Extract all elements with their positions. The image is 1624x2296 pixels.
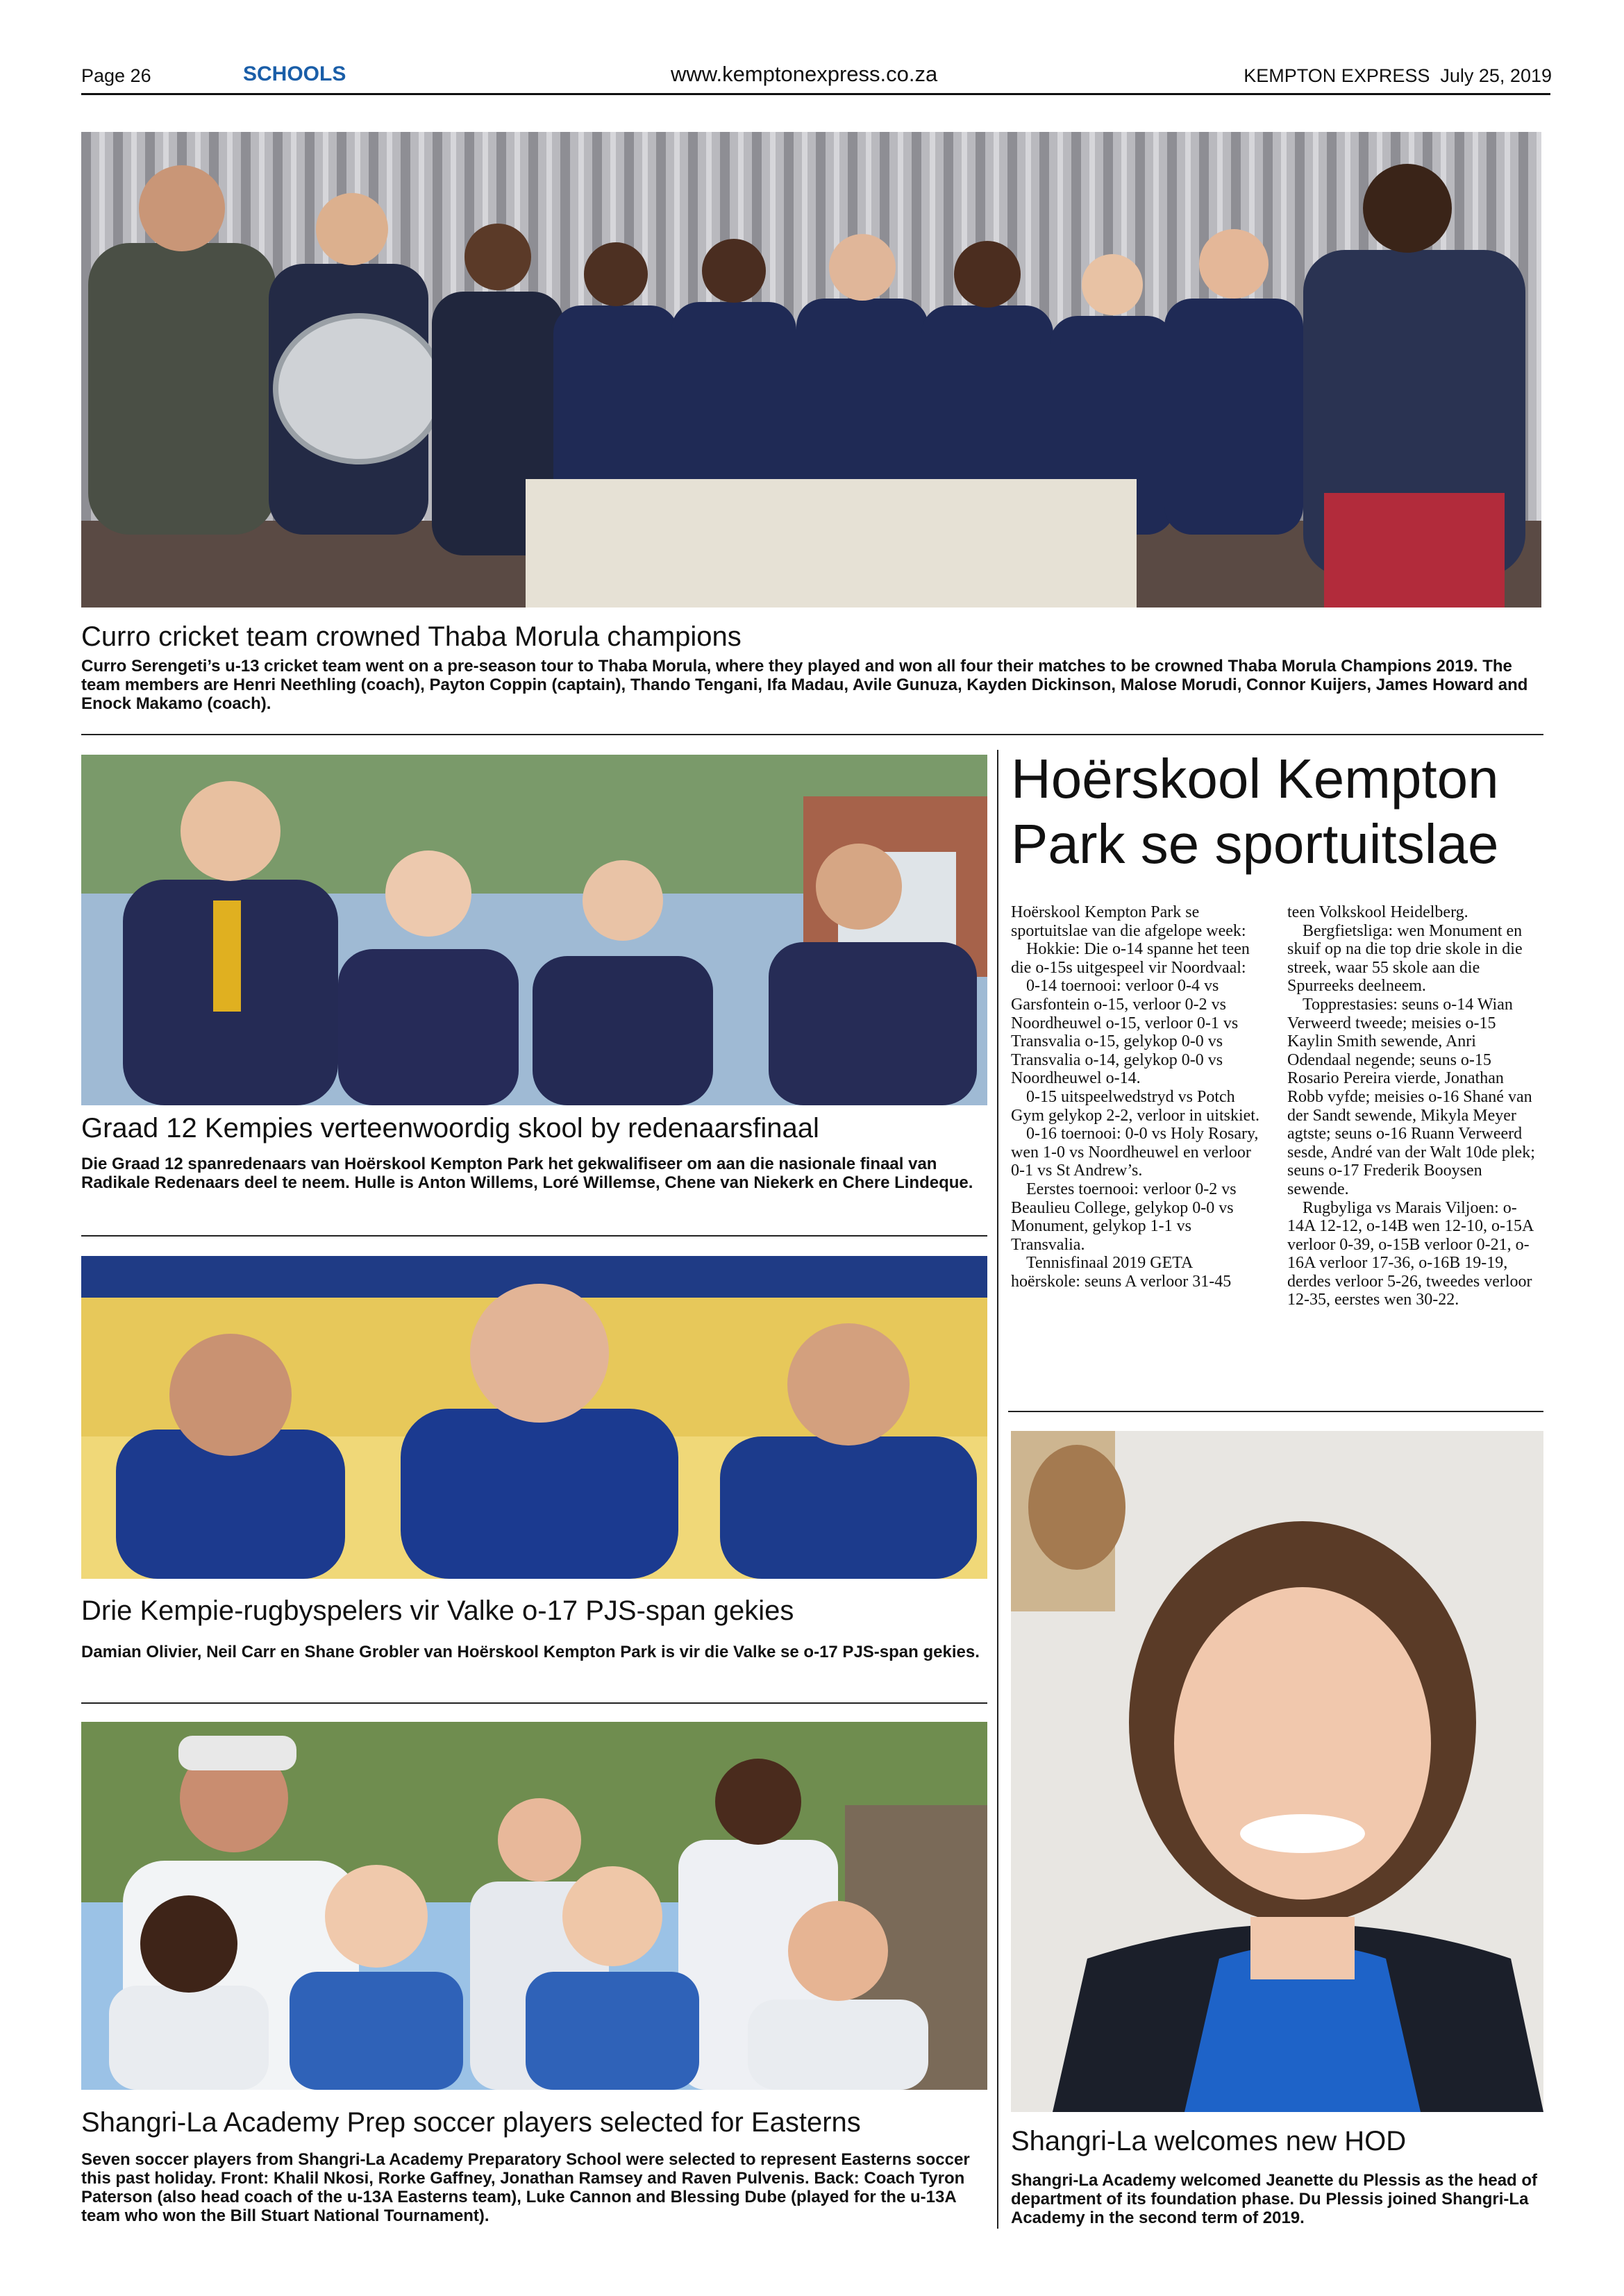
- debaters-photo: [81, 755, 987, 1105]
- section-divider: [81, 734, 1543, 735]
- cricket-caption-title: Curro cricket team crowned Thaba Morula champions: [81, 621, 742, 652]
- section-name: SCHOOLS: [243, 62, 346, 85]
- masthead-date: [1244, 65, 1552, 87]
- debaters-caption-title: Graad 12 Kempies verteenwoordig skool by redenaarsfinaal: [81, 1113, 819, 1143]
- section-divider: [81, 1235, 987, 1237]
- rugby-players-photo: [81, 1256, 987, 1579]
- sport-article-column-2: [1287, 903, 1537, 1309]
- soccer-caption-body: Seven soccer players from Shangri-La Academy Preparatory School were selected to represent Easterns soccer this past holiday. Front: Khalil Nkosi, Rorke Gaffney, Jonathan Ramsey and Raven Pulvenis. Back: Coach Tyron Paterson (also head coach of the u-13A Easterns team), Luke Cannon and Blessing Dube (played for the u-13A team who won the Bill Stuart National Tournament).: [81, 2150, 970, 2225]
- article-paragraph: teen Volkskool Heidelberg.: [1287, 903, 1468, 921]
- section-divider: [1008, 1411, 1543, 1412]
- header-rule: [81, 93, 1550, 95]
- rugby-caption-title: Drie Kempie-rugbyspelers vir Valke o-17 PJS-span gekies: [81, 1595, 794, 1626]
- article-paragraph: Eerstes toernooi: verloor 0-2 vs Beaulieu College, gelykop 0-0 vs Monument, gelykop 1-1 vs Transvalia.: [1011, 1180, 1237, 1254]
- debaters-caption-body: Die Graad 12 spanredenaars van Hoërskool Kempton Park het gekwalifiseer om aan die nasionale finaal van Radikale Redenaars deel te neem. Hulle is Anton Willems, Loré Willemse, Chene van Niekerk en Chere Lindeque.: [81, 1155, 973, 1192]
- hod-portrait-photo: [1011, 1431, 1543, 2112]
- cricket-team-photo: [81, 132, 1541, 607]
- rugby-caption-body: Damian Olivier, Neil Carr en Shane Grobler van Hoërskool Kempton Park is vir die Valke se o-17 PJS-span gekies.: [81, 1643, 980, 1661]
- sport-headline-line-2: Park se sportuitslae: [1011, 813, 1499, 875]
- sport-headline-line-1: Hoërskool Kempton: [1011, 748, 1499, 810]
- website-link[interactable]: www.kemptonexpress.co.za: [671, 62, 938, 86]
- article-paragraph: Hoërskool Kempton Park se sportuitslae van die afgelope week:: [1011, 903, 1246, 940]
- article-paragraph: Rugbyliga vs Marais Viljoen: o-14A 12-12, o-14B wen 12-10, o-15A verloor 0-39, o-15B verloor 0-21, o-16A verloor 17-36, o-16B 19-19, derdes verloor 5-26, tweedes verloor 12-35, eerstes wen 30-22.: [1287, 1198, 1533, 1309]
- issue-date: July 25, 2019: [1440, 65, 1552, 86]
- sport-headline: [1011, 746, 1552, 877]
- article-paragraph: Topprestasies: seuns o-14 Wian Verweerd tweede; meisies o-15 Kaylin Smith sewende, Anri Odendaal negende; seuns o-15 Rosario Pereira vierde, Jonathan Robb vyfde; meisies o-16 Shané van der Sandt sewende, Mikyla Meyer agtste; seuns o-16 Ruann Verweerd sesde, André van der Walt 10de plek; seuns o-17 Frederik Booysen sewende.: [1287, 995, 1535, 1198]
- article-paragraph: 0-16 toernooi: 0-0 vs Holy Rosary, wen 1-0 vs Noordheuwel en verloor 0-1 vs St Andrew’s.: [1011, 1125, 1259, 1180]
- masthead: KEMPTON EXPRESS: [1244, 65, 1430, 86]
- hod-caption-body: Shangri-La Academy welcomed Jeanette du Plessis as the head of department of its foundation phase. Du Plessis joined Shangri-La Academy in the second term of 2019.: [1011, 2171, 1538, 2227]
- column-divider: [997, 750, 998, 2229]
- article-paragraph: 0-15 uitspeelwedstryd vs Potch Gym gelykop 2-2, verloor in uitskiet.: [1011, 1087, 1259, 1125]
- soccer-caption-title: Shangri-La Academy Prep soccer players selected for Easterns: [81, 2107, 861, 2138]
- cricket-caption-body: Curro Serengeti’s u-13 cricket team went on a pre-season tour to Thaba Morula, where they played and won all four their matches to be crowned Thaba Morula Champions 2019. The team members are Henri Neethling (coach), Payton Coppin (captain), Thando Tengani, Ifa Madau, Avile Gunuza, Kayden Dickinson, Malose Morudi, Connor Kuijers, James Howard and Enock Makamo (coach).: [81, 657, 1528, 713]
- article-paragraph: 0-14 toernooi: verloor 0-4 vs Garsfontein o-15, verloor 0-2 vs Noordheuwel o-15, verloor 0-1 vs Transvalia o-15, gelykop 0-0 vs Transvalia o-14, gelykop 0-0 vs Noordheuwel o-14.: [1011, 977, 1239, 1088]
- article-paragraph: Tennisfinaal 2019 GETA hoërskole: seuns A verloor 31-45: [1011, 1254, 1232, 1291]
- hod-caption-title: Shangri-La welcomes new HOD: [1011, 2126, 1407, 2156]
- soccer-players-photo: [81, 1722, 987, 2090]
- page-number: Page 26: [81, 65, 151, 86]
- section-divider: [81, 1702, 987, 1704]
- article-paragraph: Bergfietsliga: wen Monument en skuif op na die top drie skole in die streek, waar 55 skole aan die Spurreeks deelneem.: [1287, 921, 1523, 996]
- sport-article-column-1: [1011, 903, 1261, 1291]
- article-paragraph: Hokkie: Die o-14 spanne het teen die o-15s uitgespeel vir Noordvaal:: [1011, 940, 1250, 977]
